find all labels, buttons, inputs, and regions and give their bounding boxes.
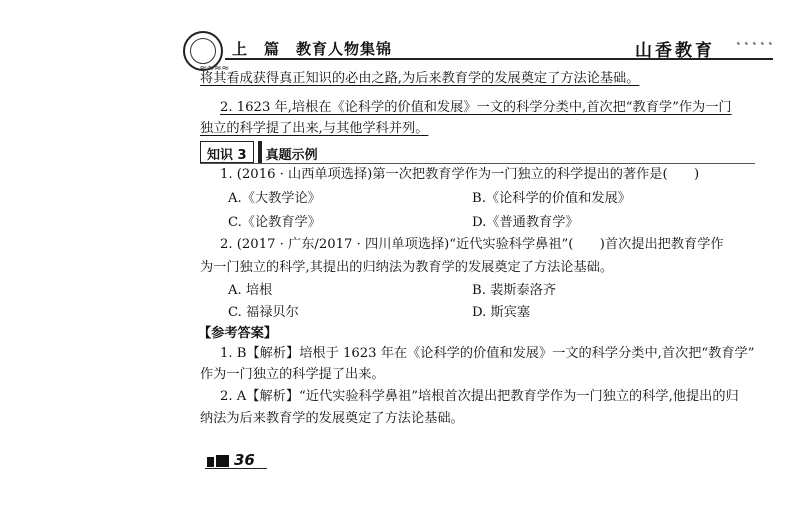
answer-1-line-1: 1. B【解析】培根于 1623 年在《论科学的价值和发展》一文的科学分类中,首次把“教育学” — [220, 346, 755, 361]
answers-heading: 【参考答案】 — [198, 326, 278, 341]
question-2-option-c: C. 福禄贝尔 — [228, 305, 299, 320]
question-1-option-d: D.《普通教育学》 — [472, 215, 579, 230]
question-2-option-d: D. 斯宾塞 — [472, 305, 531, 320]
intro-line-1: 将其看成获得真正知识的必由之路,为后来教育学的发展奠定了方法论基础。 — [200, 71, 640, 86]
page-marker-icon — [207, 455, 229, 467]
question-2-option-b: B. 裴斯泰洛齐 — [472, 283, 557, 298]
question-2-stem-line-2: 为一门独立的科学,其提出的归纳法为教育学的发展奠定了方法论基础。 — [200, 260, 614, 275]
header-decoration-icon: ˛˛˛˛˛ — [735, 30, 775, 46]
logo-ring — [190, 38, 216, 64]
question-2-stem-line-1: 2. (2017 · 广东/2017 · 四川单项选择)“近代实验科学鼻祖”( )首次提出把教育学作 — [220, 237, 724, 252]
question-1-option-a: A.《大教学论》 — [228, 191, 321, 206]
section-heading — [200, 141, 318, 163]
answer-1-line-2: 作为一门独立的科学提了出来。 — [200, 367, 385, 382]
question-2-option-a: A. 培根 — [228, 283, 273, 298]
section-rule — [200, 163, 755, 164]
question-1-stem: 1. (2016 · 山西单项选择)第一次把教育学作为一门独立的科学提出的著作是( ) — [220, 167, 700, 182]
question-1-option-c: C.《论教育学》 — [228, 215, 321, 230]
section-title: 真题示例 — [265, 148, 318, 163]
header-squiggle-icon: ≈≈≈≈ — [199, 63, 229, 74]
header-brand: 山香教育 — [635, 41, 715, 61]
header-rule — [225, 58, 635, 60]
section-divider — [258, 141, 262, 163]
question-1-option-b: B.《论科学的价值和发展》 — [472, 191, 631, 206]
header-title: 上 篇 教育人物集锦 — [232, 40, 393, 58]
footer-rule — [205, 468, 267, 469]
intro-line-3: 独立的科学提了出来,与其他学科并列。 — [200, 121, 429, 136]
page-number: 36 — [234, 451, 255, 469]
answer-2-line-1: 2. A【解析】“近代实验科学鼻祖”培根首次提出把教育学作为一门独立的科学,他提出的归 — [220, 389, 739, 404]
intro-line-2: 2. 1623 年,培根在《论科学的价值和发展》一文的科学分类中,首次把“教育学”作为一门 — [220, 100, 732, 115]
section-label: 知识 3 — [200, 141, 254, 163]
answer-2-line-2: 纳法为后来教育学的发展奠定了方法论基础。 — [200, 411, 464, 426]
